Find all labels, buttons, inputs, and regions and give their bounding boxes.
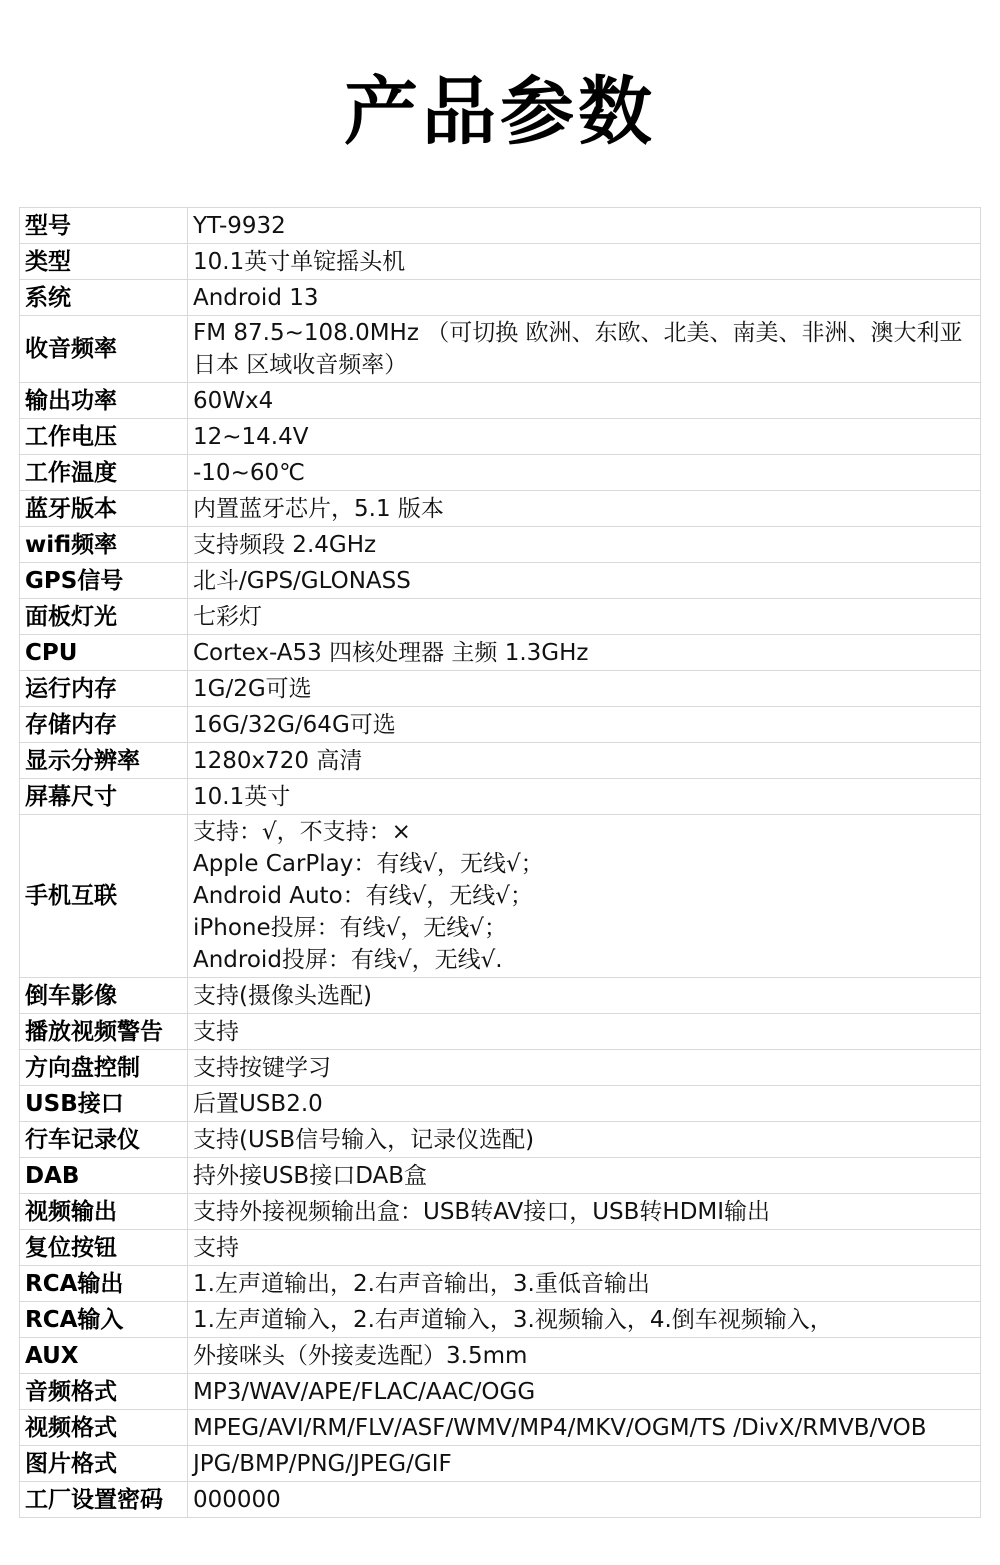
spec-value — [188, 978, 981, 1014]
spec-value-line: 10.1英寸 — [193, 783, 291, 810]
spec-value-line: 支持(USB信号输入，记录仪选配) — [193, 1126, 535, 1153]
spec-value — [188, 1122, 981, 1158]
spec-value-line: 北斗/GPS/GLONASS — [193, 567, 411, 594]
spec-value — [188, 1266, 981, 1302]
spec-row — [20, 1266, 981, 1302]
spec-label: 视频输出 — [20, 1194, 188, 1230]
spec-value-line: iPhone投屏：有线√，无线√； — [193, 915, 507, 941]
spec-row — [20, 1410, 981, 1446]
spec-value-line: 60Wx4 — [193, 387, 274, 414]
spec-value — [188, 1194, 981, 1230]
spec-label: 显示分辨率 — [20, 743, 188, 779]
spec-label: 播放视频警告 — [20, 1014, 188, 1050]
spec-value-line: 12~14.4V — [193, 423, 309, 450]
spec-row — [20, 1374, 981, 1410]
spec-label: USB接口 — [20, 1086, 188, 1122]
spec-row — [20, 491, 981, 527]
page-title: 产品参数 — [344, 69, 656, 155]
spec-value — [188, 1482, 981, 1518]
spec-value — [188, 671, 981, 707]
spec-row — [20, 244, 981, 280]
spec-label: 面板灯光 — [20, 599, 188, 635]
spec-label: RCA输出 — [20, 1266, 188, 1302]
spec-row — [20, 1230, 981, 1266]
spec-row — [20, 419, 981, 455]
spec-value — [188, 1374, 981, 1410]
spec-value — [188, 779, 981, 815]
spec-table — [19, 207, 981, 1518]
spec-label: 工厂设置密码 — [20, 1482, 188, 1518]
spec-value-line: Cortex-A53 四核处理器 主频 1.3GHz — [193, 639, 589, 666]
spec-value-line: 000000 — [193, 1486, 281, 1513]
spec-label: 复位按钮 — [20, 1230, 188, 1266]
spec-value-line: 持外接USB接口DAB盒 — [193, 1162, 428, 1189]
spec-label: 视频格式 — [20, 1410, 188, 1446]
spec-value-line: -10~60℃ — [193, 459, 305, 486]
spec-value — [188, 208, 981, 244]
spec-value-line: JPG/BMP/PNG/JPEG/GIF — [193, 1450, 452, 1477]
spec-value — [188, 1014, 981, 1050]
spec-value-line: FM 87.5~108.0MHz （可切换 欧洲、东欧、北美、南美、非洲、澳大利亚 — [193, 320, 963, 346]
spec-value-line: 16G/32G/64G可选 — [193, 711, 396, 738]
spec-value — [188, 316, 981, 383]
spec-value-line: 支持按键学习 — [193, 1054, 331, 1081]
spec-row — [20, 1122, 981, 1158]
spec-label: 类型 — [20, 244, 188, 280]
spec-value — [188, 563, 981, 599]
spec-value — [188, 455, 981, 491]
spec-row — [20, 978, 981, 1014]
spec-value — [188, 280, 981, 316]
spec-row — [20, 383, 981, 419]
spec-row — [20, 1050, 981, 1086]
spec-value-line: 支持 — [193, 1018, 239, 1045]
spec-value-line: 外接咪头（外接麦选配）3.5mm — [193, 1342, 528, 1369]
spec-label: GPS信号 — [20, 563, 188, 599]
spec-value-line: 支持频段 2.4GHz — [193, 531, 377, 558]
spec-value — [188, 419, 981, 455]
spec-label: AUX — [20, 1338, 188, 1374]
spec-row — [20, 316, 981, 383]
spec-label: CPU — [20, 635, 188, 671]
spec-value — [188, 743, 981, 779]
spec-value — [188, 1410, 981, 1446]
spec-value — [188, 1158, 981, 1194]
spec-value — [188, 527, 981, 563]
spec-value — [188, 1302, 981, 1338]
spec-value — [188, 1230, 981, 1266]
spec-value — [188, 1086, 981, 1122]
spec-row — [20, 671, 981, 707]
spec-value-line: Android投屏：有线√，无线√. — [193, 947, 503, 973]
spec-row — [20, 280, 981, 316]
spec-row — [20, 563, 981, 599]
spec-row — [20, 455, 981, 491]
spec-value — [188, 1446, 981, 1482]
spec-value-line: Apple CarPlay：有线√，无线√； — [193, 851, 544, 877]
spec-value — [188, 244, 981, 280]
spec-row — [20, 1014, 981, 1050]
spec-value-line: 支持(摄像头选配) — [193, 982, 372, 1009]
spec-value — [188, 707, 981, 743]
spec-label: 方向盘控制 — [20, 1050, 188, 1086]
spec-label: DAB — [20, 1158, 188, 1194]
spec-value — [188, 383, 981, 419]
spec-row — [20, 1482, 981, 1518]
spec-value — [188, 491, 981, 527]
spec-value — [188, 635, 981, 671]
spec-value — [188, 1050, 981, 1086]
spec-label: 输出功率 — [20, 383, 188, 419]
spec-label: 屏幕尺寸 — [20, 779, 188, 815]
spec-row — [20, 635, 981, 671]
spec-label: 音频格式 — [20, 1374, 188, 1410]
spec-row — [20, 1446, 981, 1482]
spec-value-line: 内置蓝牙芯片，5.1 版本 — [193, 495, 444, 522]
spec-value-line: 1.左声道输入，2.右声道输入，3.视频输入，4.倒车视频输入， — [193, 1306, 833, 1333]
spec-label: 手机互联 — [20, 815, 188, 978]
spec-value — [188, 599, 981, 635]
spec-table-body — [20, 208, 981, 1518]
spec-row — [20, 1302, 981, 1338]
spec-value-line: 后置USB2.0 — [193, 1090, 323, 1117]
spec-label: 收音频率 — [20, 316, 188, 383]
spec-value-line: Android Auto：有线√，无线√； — [193, 883, 533, 909]
spec-row — [20, 208, 981, 244]
spec-label: 存储内存 — [20, 707, 188, 743]
spec-value — [188, 815, 981, 978]
spec-row — [20, 1338, 981, 1374]
spec-label: 运行内存 — [20, 671, 188, 707]
spec-label: 工作电压 — [20, 419, 188, 455]
spec-value-line: 1G/2G可选 — [193, 675, 312, 702]
spec-label: 倒车影像 — [20, 978, 188, 1014]
spec-value-line: 七彩灯 — [193, 603, 262, 630]
spec-value-line: 支持外接视频输出盒：USB转AV接口，USB转HDMI输出 — [193, 1198, 771, 1225]
spec-row — [20, 779, 981, 815]
spec-row — [20, 1158, 981, 1194]
spec-value — [188, 1338, 981, 1374]
spec-value-line: 10.1英寸单锭摇头机 — [193, 248, 406, 275]
spec-value-line: 1.左声道输出，2.右声音输出，3.重低音输出 — [193, 1270, 650, 1297]
spec-label: wifi频率 — [20, 527, 188, 563]
spec-row — [20, 743, 981, 779]
spec-value-line: MP3/WAV/APE/FLAC/AAC/OGG — [193, 1378, 536, 1405]
spec-row — [20, 815, 981, 978]
spec-label: 行车记录仪 — [20, 1122, 188, 1158]
spec-value-line: 支持 — [193, 1234, 239, 1261]
spec-label: RCA输入 — [20, 1302, 188, 1338]
spec-value-line: 支持：√，不支持：× — [193, 819, 411, 845]
spec-row — [20, 1194, 981, 1230]
spec-label: 系统 — [20, 280, 188, 316]
spec-label: 图片格式 — [20, 1446, 188, 1482]
spec-label: 型号 — [20, 208, 188, 244]
spec-value-line: 1280x720 高清 — [193, 747, 363, 774]
spec-row — [20, 1086, 981, 1122]
spec-value-line: MPEG/AVI/RM/FLV/ASF/WMV/MP4/MKV/OGM/TS /DivX/RMVB/VOB — [193, 1414, 927, 1441]
spec-value-line: YT-9932 — [193, 212, 286, 239]
spec-row — [20, 527, 981, 563]
spec-label: 蓝牙版本 — [20, 491, 188, 527]
spec-value-line: Android 13 — [193, 284, 319, 311]
spec-row — [20, 599, 981, 635]
spec-value-line: 日本 区域收音频率） — [193, 352, 408, 378]
spec-label: 工作温度 — [20, 455, 188, 491]
spec-row — [20, 707, 981, 743]
